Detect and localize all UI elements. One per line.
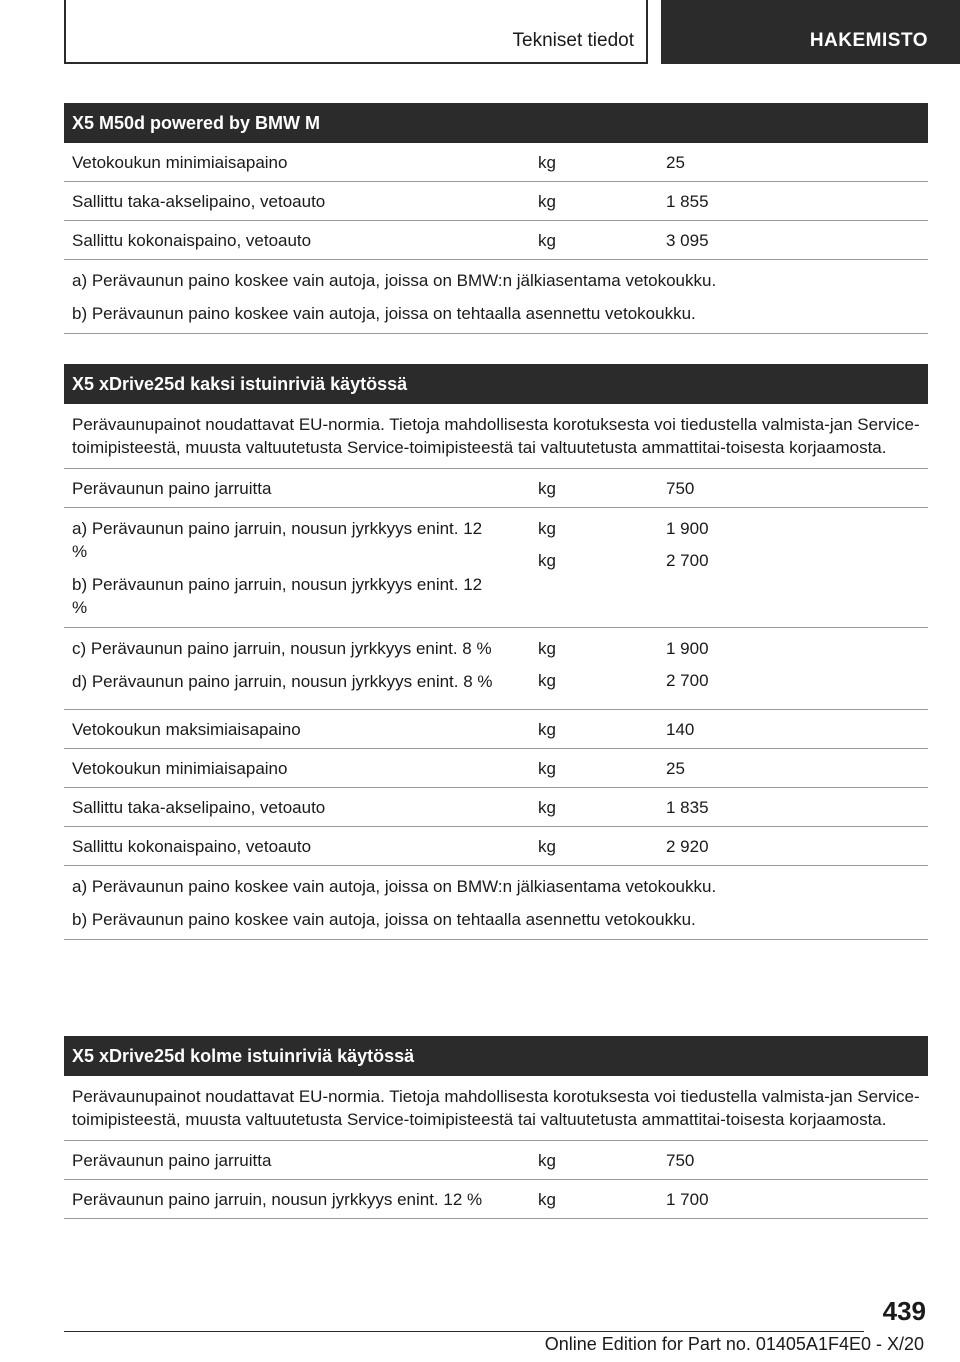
row-label: Perävaunun paino jarruitta [72, 1151, 272, 1170]
edition-note: Online Edition for Part no. 01405A1F4E0 - X/20 [544, 1334, 924, 1354]
note-a: a) Perävaunun paino koskee vain autoja, joissa on BMW:n jälkiasentama vetokoukku. [72, 877, 717, 896]
row-unit: kg [538, 837, 556, 856]
row-unit: kg [538, 671, 556, 690]
section-tab[interactable] [64, 0, 648, 64]
section-tab-label: Tekniset tiedot [512, 30, 634, 51]
row-label: Vetokoukun maksimiaisapaino [72, 720, 301, 739]
row-value: 1 700 [666, 1190, 709, 1209]
table-notes [64, 260, 928, 334]
row-value: 2 700 [666, 671, 709, 690]
table-row [64, 788, 928, 827]
row-value: 2 920 [666, 837, 709, 856]
table-title: X5 M50d powered by BMW M [64, 103, 928, 143]
table-row [64, 827, 928, 866]
table-row [64, 182, 928, 221]
row-value: 3 095 [666, 231, 709, 250]
table-row [64, 628, 928, 710]
row-value: 1 855 [666, 192, 709, 211]
table-row [64, 749, 928, 788]
row-label: c) Perävaunun paino jarruin, nousun jyrkkyys enint. 8 % [72, 639, 492, 658]
row-unit: kg [538, 192, 556, 211]
row-unit: kg [538, 519, 556, 538]
row-label: Vetokoukun minimiaisapaino [72, 153, 288, 172]
row-value: 140 [666, 720, 695, 739]
table-row [64, 1141, 928, 1180]
row-label: a) Perävaunun paino jarruin, nousun jyrkkyys enint. 12 % [72, 519, 483, 561]
row-unit: kg [538, 720, 556, 739]
row-label: Sallittu taka-akselipaino, vetoauto [72, 192, 326, 211]
row-value: 25 [666, 153, 685, 172]
row-unit: kg [538, 798, 556, 817]
row-unit: kg [538, 231, 556, 250]
note-a: a) Perävaunun paino koskee vain autoja, joissa on BMW:n jälkiasentama vetokoukku. [72, 271, 717, 290]
row-unit: kg [538, 551, 556, 570]
row-value: 750 [666, 479, 695, 498]
table-row [64, 221, 928, 260]
table-row [64, 143, 928, 182]
row-unit: kg [538, 759, 556, 778]
table-intro: Perävaunupainot noudattavat EU-normia. Tietoja mahdollisesta korotuksesta voi tiedustella valmista-jan Service-toimipisteestä, muusta valtuutetusta Service-toimipisteestä tai valtuutetusta ammattitai-toisesta korjaamosta. [64, 1076, 928, 1141]
row-label: Sallittu kokonaispaino, vetoauto [72, 231, 312, 250]
row-label: d) Perävaunun paino jarruin, nousun jyrkkyys enint. 8 % [72, 672, 493, 691]
row-value: 25 [666, 759, 685, 778]
row-label: b) Perävaunun paino jarruin, nousun jyrkkyys enint. 12 % [72, 575, 483, 617]
row-unit: kg [538, 1190, 556, 1209]
spec-table-x5-xdrive25d-two-rows [64, 364, 928, 940]
row-label: Sallittu kokonaispaino, vetoauto [72, 837, 312, 856]
row-value: 750 [666, 1151, 695, 1170]
footer-divider [64, 1331, 864, 1332]
table-row [64, 1180, 928, 1219]
table-title: X5 xDrive25d kolme istuinriviä käytössä [64, 1036, 928, 1076]
row-value: 1 835 [666, 798, 709, 817]
table-intro: Perävaunupainot noudattavat EU-normia. Tietoja mahdollisesta korotuksesta voi tiedustella valmista-jan Service-toimipisteestä, muusta valtuutetusta Service-toimipisteestä tai valtuutetusta ammattitai-toisesta korjaamosta. [64, 404, 928, 469]
row-label: Perävaunun paino jarruin, nousun jyrkkyys enint. 12 % [72, 1190, 483, 1209]
row-label: Perävaunun paino jarruitta [72, 479, 272, 498]
row-value: 1 900 [666, 639, 709, 658]
table-title: X5 xDrive25d kaksi istuinriviä käytössä [64, 364, 928, 404]
row-unit: kg [538, 153, 556, 172]
table-row [64, 710, 928, 749]
index-tab[interactable] [661, 0, 960, 64]
row-label: Sallittu taka-akselipaino, vetoauto [72, 798, 326, 817]
table-row [64, 508, 928, 628]
table-row [64, 469, 928, 508]
row-label: Vetokoukun minimiaisapaino [72, 759, 288, 778]
index-tab-label: HAKEMISTO [809, 30, 928, 51]
table-notes [64, 866, 928, 940]
row-unit: kg [538, 479, 556, 498]
row-unit: kg [538, 1151, 556, 1170]
spec-table-x5-m50d [64, 103, 928, 334]
row-value: 2 700 [666, 551, 709, 570]
row-value: 1 900 [666, 519, 709, 538]
row-unit: kg [538, 639, 556, 658]
page-number: 439 [882, 1296, 926, 1326]
note-b: b) Perävaunun paino koskee vain autoja, joissa on tehtaalla asennettu vetokoukku. [72, 910, 696, 929]
note-b: b) Perävaunun paino koskee vain autoja, joissa on tehtaalla asennettu vetokoukku. [72, 304, 696, 323]
spec-table-x5-xdrive25d-three-rows [64, 1036, 928, 1219]
